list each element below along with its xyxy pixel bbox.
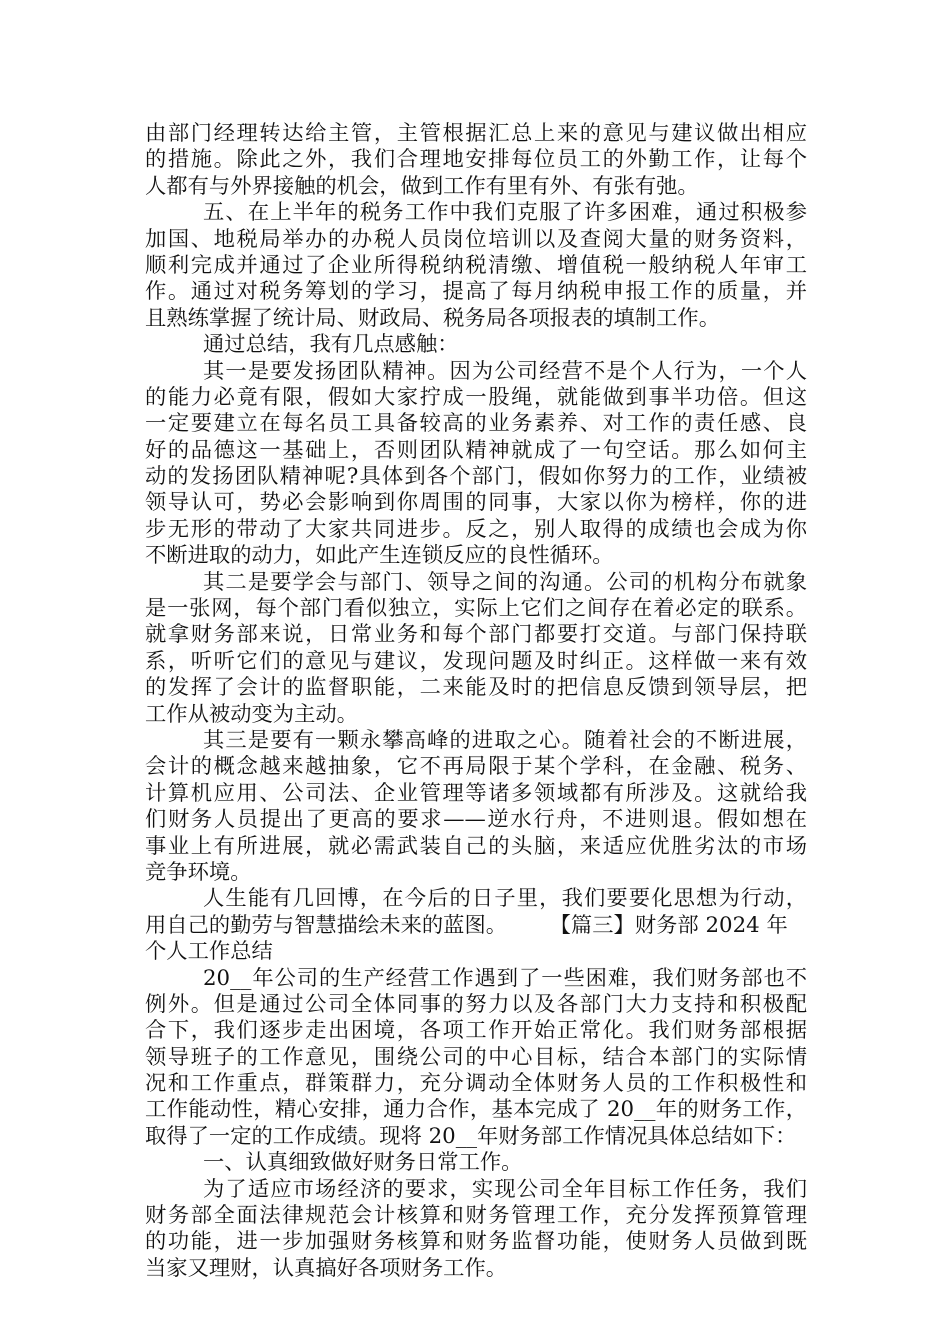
text-line: 事业上有所进展，就必需武装自己的头脑，来适应优胜劣汰的市场 [145, 833, 807, 859]
text-line: 领导班子的工作意见，围绕公司的中心目标，结合本部门的实际情 [145, 1044, 807, 1070]
text-line: 一定要建立在每名员工具备较高的业务素养、对工作的责任感、良 [145, 411, 807, 437]
text-line: 顺利完成并通过了企业所得税纳税清缴、增值税一般纳税人年审工 [145, 252, 807, 278]
text-line: 会计的概念越来越抽象，它不再局限于某个学科，在金融、税务、 [145, 754, 807, 780]
text-line: 人都有与外界接触的机会，做到工作有里有外、有张有弛。 [145, 173, 699, 199]
text-line: 好的品德这一基础上，否则团队精神就成了一句空话。那么如何主 [145, 437, 807, 463]
text-line: 且熟练掌握了统计局、财政局、税务局各项报表的填制工作。 [145, 305, 721, 331]
section-heading-line: 用自己的勤劳与智慧描绘未来的蓝图。 【篇三】财务部 2024 年 [145, 912, 788, 938]
paragraph-first-line: 一、认真细致做好财务日常工作。 [203, 1150, 523, 1176]
paragraph-first-line: 其三是要有一颗永攀高峰的进取之心。随着社会的不断进展， [203, 727, 807, 753]
text-line: 竞争环境。 [145, 859, 252, 885]
paragraph-first-line: 其一是要发扬团队精神。因为公司经营不是个人行为，一个人 [203, 358, 807, 384]
text-line: 由部门经理转达给主管，主管根据汇总上来的意见与建议做出相应 [145, 121, 807, 146]
paragraph-first-line: 20__年公司的生产经营工作遇到了一些困难，我们财务部也不 [203, 965, 807, 991]
paragraph-first-line: 五、在上半年的税务工作中我们克服了许多困难，通过积极参 [203, 200, 807, 226]
paragraph-first-line: 其二是要学会与部门、领导之间的沟通。公司的机构分布就象 [203, 569, 807, 595]
text-line: 况和工作重点，群策群力，充分调动全体财务人员的工作积极性和 [145, 1071, 807, 1097]
text-line: 取得了一定的工作成绩。现将 20__年财务部工作情况具体总结如下： [145, 1123, 797, 1149]
text-line: 们财务人员提出了更高的要求——逆水行舟，不进则退。假如想在 [145, 807, 807, 833]
text-line: 不断进取的动力，如此产生连锁反应的良性循环。 [145, 543, 614, 569]
text-line: 计算机应用、公司法、企业管理等诸多领域都有所涉及。这就给我 [145, 780, 807, 806]
text-line: 的措施。除此之外，我们合理地安排每位员工的外勤工作，让每个 [145, 147, 807, 173]
text-line: 的功能，进一步加强财务核算和财务监督功能，使财务人员做到既 [145, 1229, 807, 1255]
text-line: 作。通过对税务筹划的学习，提高了每月纳税申报工作的质量，并 [145, 279, 807, 305]
section-heading-line: 个人工作总结 [145, 939, 273, 965]
text-line: 的能力必竟有限，假如大家拧成一股绳，就能做到事半功倍。但这 [145, 384, 807, 410]
text-line: 工作从被动变为主动。 [145, 701, 358, 727]
text-line: 例外。但是通过公司全体同事的努力以及各部门大力支持和积极配 [145, 991, 807, 1017]
text-line: 动的发扬团队精神呢?具体到各个部门，假如你努力的工作，业绩被 [145, 464, 807, 490]
text-line: 领导认可，势必会影响到你周围的同事，大家以你为榜样，你的进 [145, 490, 807, 516]
paragraph-first-line: 通过总结，我有几点感触： [203, 332, 459, 358]
text-line: 是一张网，每个部门看似独立，实际上它们之间存在着必定的联系。 [145, 596, 807, 622]
paragraph-first-line: 为了适应市场经济的要求，实现公司全年目标工作任务，我们 [203, 1176, 807, 1202]
text-line: 加国、地税局举办的办税人员岗位培训以及查阅大量的财务资料， [145, 226, 807, 252]
text-line: 工作能动性，精心安排，通力合作，基本完成了 20__年的财务工作， [145, 1097, 807, 1123]
text-line: 当家又理财，认真搞好各项财务工作。 [145, 1255, 508, 1281]
text-line: 合下，我们逐步走出困境，各项工作开始正常化。我们财务部根据 [145, 1018, 807, 1044]
paragraph-first-line: 人生能有几回博，在今后的日子里，我们要要化思想为行动， [203, 886, 807, 912]
document-page [145, 121, 807, 1282]
text-line: 就拿财务部来说，日常业务和每个部门都要打交道。与部门保持联 [145, 622, 807, 648]
text-line: 财务部全面法律规范会计核算和财务管理工作，充分发挥预算管理 [145, 1203, 807, 1229]
text-line: 的发挥了会计的监督职能，二来能及时的把信息反馈到领导层，把 [145, 675, 807, 701]
text-line: 步无形的带动了大家共同进步。反之，别人取得的成绩也会成为你 [145, 516, 807, 542]
text-line: 系，听听它们的意见与建议，发现问题及时纠正。这样做一来有效 [145, 648, 807, 674]
